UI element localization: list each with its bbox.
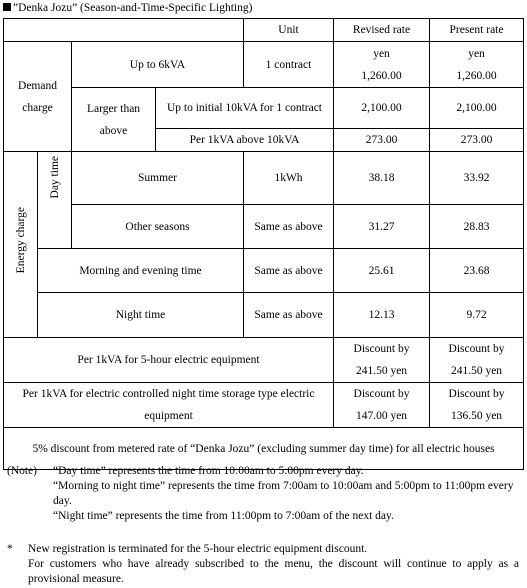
storage-row <box>4 383 524 428</box>
summer-present: 33.92 <box>430 152 524 205</box>
rate-table <box>3 18 524 470</box>
page-title: ”Denka Jozu” (Season-and-Time-Specific Lighting) <box>3 0 252 16</box>
footnote-mark: * <box>7 543 13 555</box>
notes-section <box>7 464 523 524</box>
initial-10kva-label: Up to initial 10kVA for 1 contract <box>156 88 334 129</box>
note-text: “Night time” represents the time from 11:00pm to 7:00am of the next day. <box>53 510 394 522</box>
note-tag: (Note) <box>7 465 38 477</box>
night-present: 9.72 <box>430 293 524 338</box>
day-time-label: Day time <box>48 156 61 199</box>
footnote-text: New registration is terminated for the 5-hour electric equipment discount. For customers who have already subscribed to the menu, the discount will continue to apply as a provisional measure. <box>28 543 519 585</box>
other-revised: 31.27 <box>334 205 430 249</box>
note-text: “Day time” represents the time from 10:00am to 5:00pm every day. <box>53 465 364 477</box>
five-hour-label: Per 1kVA for 5-hour electric equipment <box>4 338 334 383</box>
morning-revised: 25.61 <box>334 249 430 293</box>
summer-label: Summer <box>72 152 244 205</box>
other-seasons-row <box>4 205 524 249</box>
energy-charge-cell <box>4 152 38 338</box>
night-time-row <box>4 293 524 338</box>
note-item <box>7 464 523 479</box>
summer-revised: 38.18 <box>334 152 430 205</box>
up-to-present: yen 1,260.00 <box>430 42 524 88</box>
header-row <box>4 19 524 42</box>
five-hour-revised: Discount by 241.50 yen <box>334 338 430 383</box>
initial-revised: 2,100.00 <box>334 88 430 129</box>
day-time-cell <box>38 152 72 249</box>
note-item <box>7 479 523 509</box>
demand-initial-row <box>4 88 524 129</box>
other-unit: Same as above <box>244 205 334 249</box>
note-item <box>7 509 523 524</box>
storage-present: Discount by 136.50 yen <box>430 383 524 428</box>
five-hour-row <box>4 338 524 383</box>
black-square-icon <box>3 3 11 11</box>
per-1kva-label: Per 1kVA above 10kVA <box>156 129 334 152</box>
note-text: “Morning to night time” represents the time from 7:00am to 10:00am and 5:00pm to 11:00pm every day. <box>53 480 514 507</box>
night-unit: Same as above <box>244 293 334 338</box>
summer-row <box>4 152 524 205</box>
night-revised: 12.13 <box>334 293 430 338</box>
up-to-6kva-label: Up to 6kVA <box>72 42 244 88</box>
up-to-revised: yen 1,260.00 <box>334 42 430 88</box>
five-hour-present: Discount by 241.50 yen <box>430 338 524 383</box>
morning-present: 23.68 <box>430 249 524 293</box>
morning-unit: Same as above <box>244 249 334 293</box>
demand-charge-label: Demand charge <box>4 42 72 152</box>
other-seasons-label: Other seasons <box>72 205 244 249</box>
footnote <box>7 542 519 587</box>
demand-up-to-row <box>4 42 524 88</box>
initial-present: 2,100.00 <box>430 88 524 129</box>
per-revised: 273.00 <box>334 129 430 152</box>
storage-label: Per 1kVA for electric controlled night time storage type electric equipment <box>4 383 334 428</box>
energy-charge-label: Energy charge <box>14 207 27 274</box>
morning-evening-label: Morning and evening time <box>38 249 244 293</box>
summer-unit: 1kWh <box>244 152 334 205</box>
other-present: 28.83 <box>430 205 524 249</box>
morning-evening-row <box>4 249 524 293</box>
header-revised: Revised rate <box>334 19 430 42</box>
header-blank-cell <box>4 19 244 42</box>
up-to-unit: 1 contract <box>244 42 334 88</box>
night-time-label: Night time <box>38 293 244 338</box>
header-unit: Unit <box>244 19 334 42</box>
header-present: Present rate <box>430 19 524 42</box>
storage-revised: Discount by 147.00 yen <box>334 383 430 428</box>
per-present: 273.00 <box>430 129 524 152</box>
larger-than-above-label: Larger than above <box>72 88 156 152</box>
all-electric-discount-text: 5% discount from metered rate of “Denka Jozu” (excluding summer day time) for all electric houses <box>4 428 524 470</box>
